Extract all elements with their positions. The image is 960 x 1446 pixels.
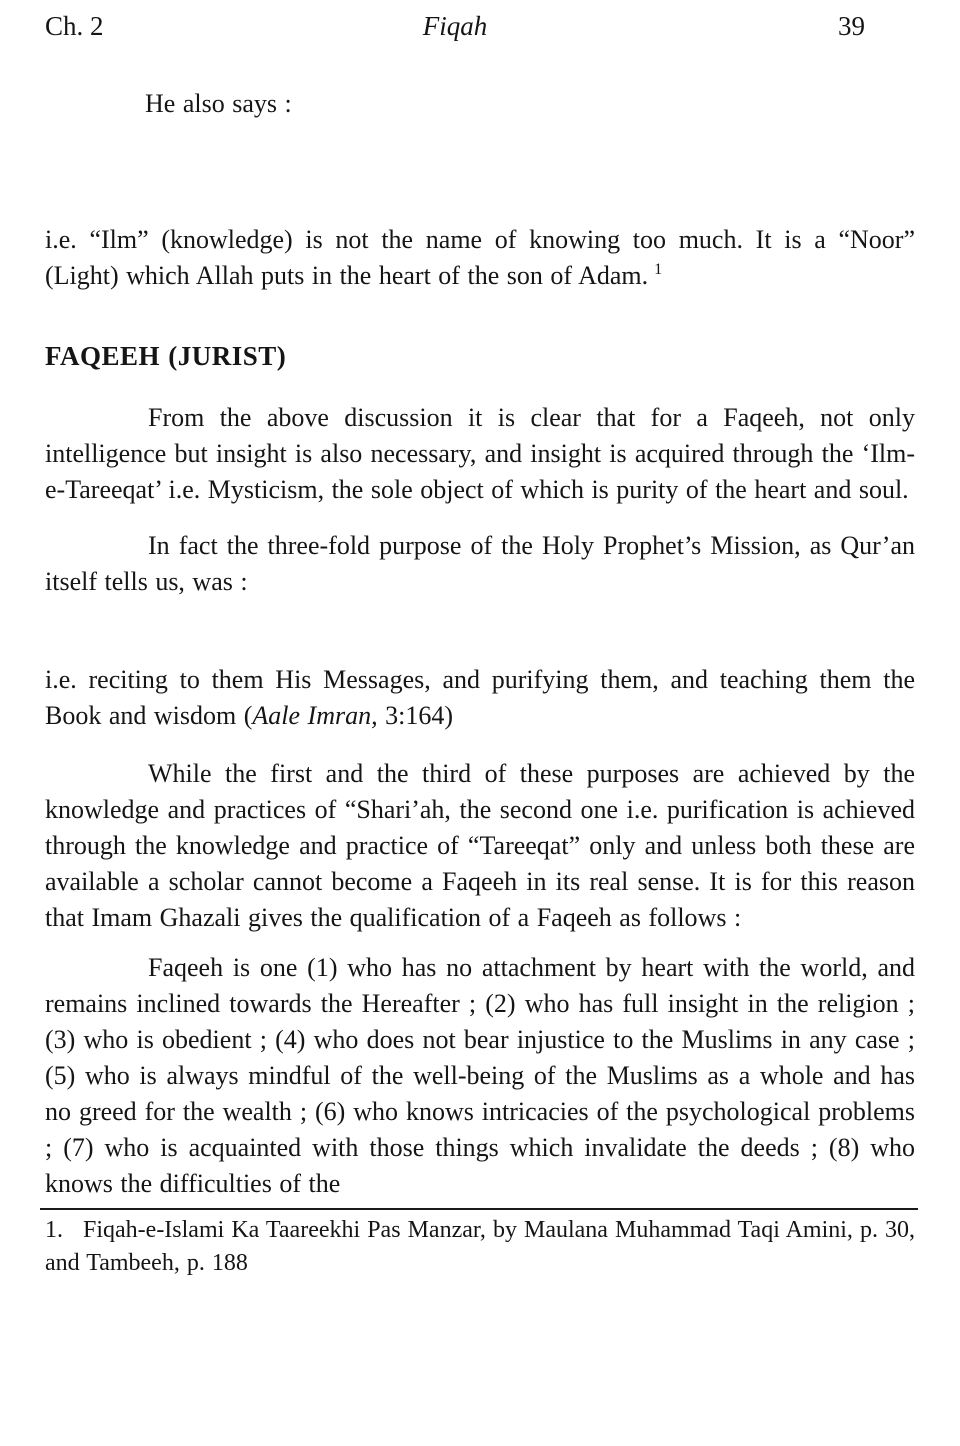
book-title: Fiqah xyxy=(422,11,488,41)
footnote-area xyxy=(0,1210,960,1280)
quote-translation-1 xyxy=(45,222,915,294)
paragraph-1: From the above discussion it is clear that for a Faqeeh, not only intelligence but insight is also necessary, and insight is acquired through the ‘Ilm-e-Tareeqat’ i.e. Mysticism, the sole object of which is purity of the heart and soul. xyxy=(45,403,915,504)
paragraph-4: Faqeeh is one (1) who has no attachment by heart with the world, and remains inclined towards the Hereafter ; (2) who has full insight in the religion ; (3) who is obedient ; (4) who does not bear injustice to the Muslims in any case ; (5) who is always mindful of the well-being of the Muslims as a whole and has no greed for the wealth ; (6) who knows intricacies of the psychological problems ; (7) who is acquainted with those things which invalidate the deeds ; (8) who knows the difficulties of the xyxy=(45,953,915,1198)
quote-translation-2 xyxy=(45,662,915,734)
section-heading: FAQEEH (JURIST) xyxy=(45,341,287,371)
page-number: 39 xyxy=(837,11,865,41)
intro-line: He also says : xyxy=(145,89,292,118)
quote-2-text-post: 3:164) xyxy=(377,701,453,730)
footnote-1 xyxy=(45,1214,915,1280)
page-body xyxy=(0,86,960,1202)
footnote-1-marker: 1. xyxy=(45,1217,63,1243)
footnote-1-text: Fiqah-e-Islami Ka Taareekhi Pas Manzar, by Maulana Muhammad Taqi Amini, p. 30, and Tambeeh, p. 188 xyxy=(45,1217,915,1276)
running-header xyxy=(0,0,960,42)
quote-2-text-pre: i.e. reciting to them His Messages, and purifying them, and teaching them the Book and wisdom ( xyxy=(45,665,915,730)
quote-1-text: i.e. “Ilm” (knowledge) is not the name of knowing too much. It is a “Noor” (Light) which Allah puts in the heart of the son of Adam. xyxy=(45,225,915,290)
paragraph-2: In fact the three-fold purpose of the Holy Prophet’s Mission, as Qur’an itself tells us, was : xyxy=(45,531,915,596)
quote-2-citation: Aale Imran, xyxy=(252,701,378,730)
chapter-label: Ch. 2 xyxy=(45,11,104,41)
footnote-reference-1: 1 xyxy=(654,261,663,279)
paragraph-3: While the first and the third of these purposes are achieved by the knowledge and practices of “Shari’ah, the second one i.e. purification is achieved through the knowledge and practice of “Tareeqat” only and unless both these are available a scholar cannot become a Faqeeh in its real sense. It is for this reason that Imam Ghazali gives the qualification of a Faqeeh as follows : xyxy=(45,759,915,932)
